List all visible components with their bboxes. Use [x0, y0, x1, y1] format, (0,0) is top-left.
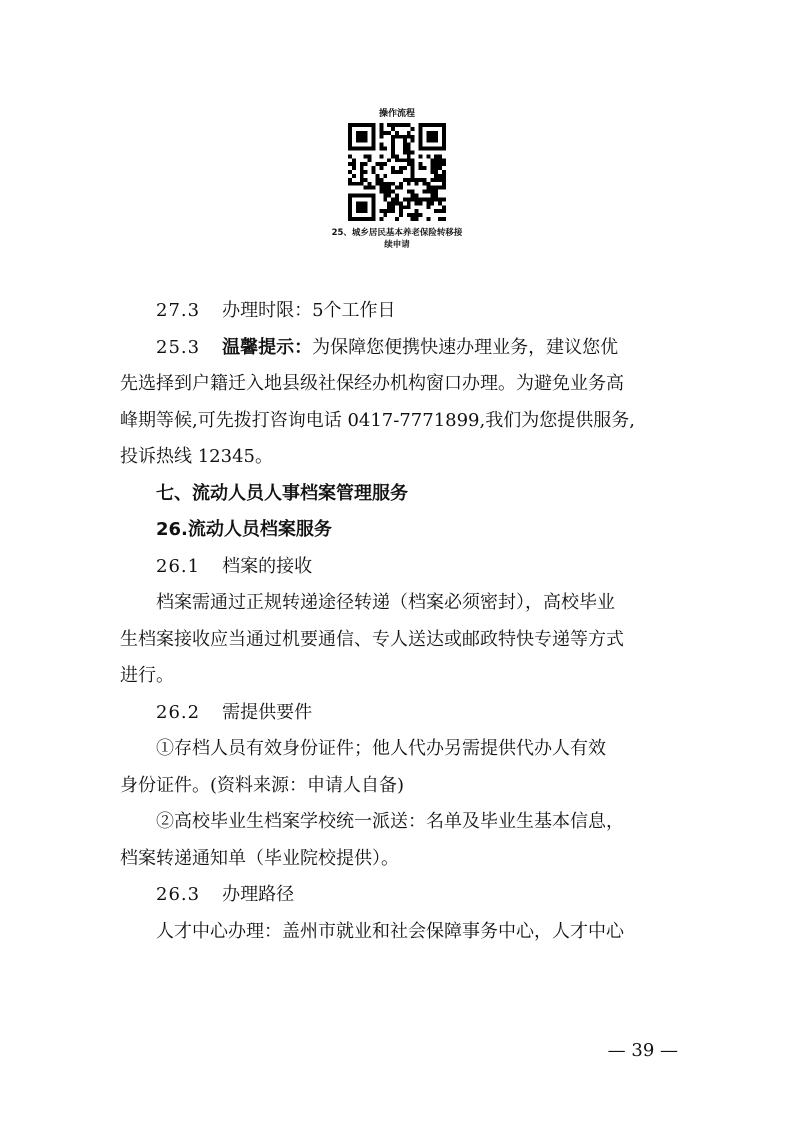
time-limit-text: 办理时限：5个工作日 — [222, 300, 396, 321]
text-line: 先选择到户籍迁入地县级社保经办机构窗口办理。为避免业务高 — [120, 373, 624, 394]
qr-caption-line2: 续申请 — [384, 240, 410, 250]
text-line: 投诉热线 12345。 — [120, 446, 273, 467]
text-line: 进行。 — [120, 665, 174, 686]
document-body — [120, 293, 675, 950]
section-number: 25.3 — [156, 336, 201, 358]
text-line: 峰期等候,可先拨打咨询电话 0417-7771899,我们为您提供服务, — [120, 409, 635, 431]
subsection-heading — [120, 549, 675, 586]
section-heading: 26.流动人员档案服务 — [156, 519, 332, 540]
text-line: 档案需通过正规转递途径转递（档案必须密封），高校毕业 — [156, 592, 615, 613]
qr-code-icon[interactable] — [348, 123, 446, 221]
qr-title: 操作流程 — [378, 109, 415, 119]
subsection-title: 需提供要件 — [222, 701, 313, 723]
qr-caption-line1: 25、城乡居民基本养老保险转移接 — [331, 228, 463, 238]
section-number: 26.2 — [156, 701, 201, 723]
text-line: ②高校毕业生档案学校统一派送：名单及毕业生基本信息， — [156, 811, 624, 832]
text-line: 身份证件。(资料来源：申请人自备) — [120, 774, 405, 796]
qr-caption — [322, 227, 472, 251]
chapter-heading: 七、流动人员人事档案管理服务 — [156, 482, 408, 504]
page-number: — 39 — — [607, 1040, 678, 1061]
text-line: 人才中心办理：盖州市就业和社会保障事务中心，人才中心 — [156, 920, 624, 942]
qr-section — [322, 108, 472, 251]
subsection-heading — [120, 695, 675, 732]
paragraph-tips — [120, 330, 675, 367]
text-line: 档案转递通知单（毕业院校提供）。 — [120, 847, 399, 869]
section-number: 26.3 — [156, 884, 201, 905]
text-line: ①存档人员有效身份证件；他人代办另需提供代办人有效 — [156, 738, 606, 759]
section-number: 27.3 — [156, 300, 201, 321]
paragraph-time-limit — [120, 293, 675, 330]
text-line: 生档案接收应当通过机要通信、专人送达或邮政特快专递等方式 — [120, 628, 624, 650]
section-number: 26.1 — [156, 555, 201, 577]
tips-label: 温馨提示： — [222, 336, 313, 358]
subsection-title: 办理路径 — [222, 884, 295, 905]
tips-text: 为保障您便携快速办理业务，建议您优 — [312, 336, 619, 358]
subsection-heading — [120, 877, 675, 914]
subsection-title: 档案的接收 — [222, 555, 313, 577]
